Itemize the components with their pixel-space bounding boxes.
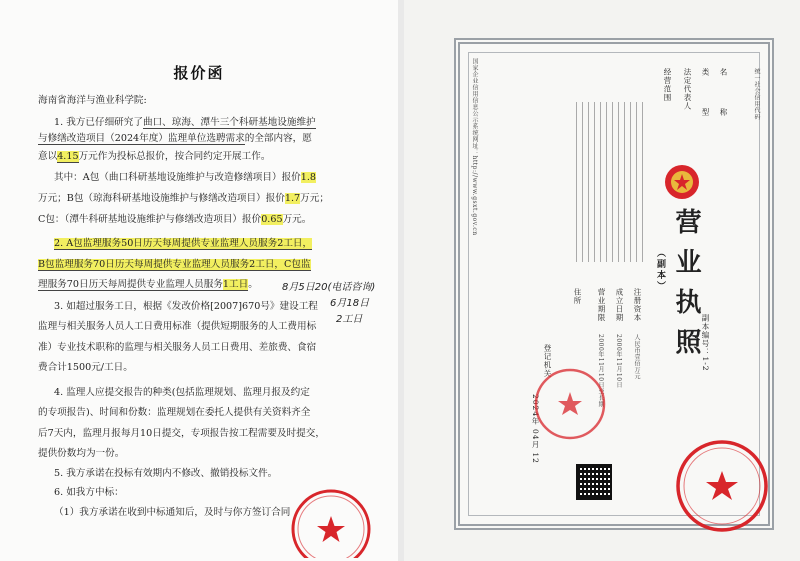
registration-seal-icon bbox=[530, 364, 610, 444]
para-1-line-4: 其中：A包（曲口科研基地设施维护与改造修缮项目）报价1.8 bbox=[54, 172, 317, 183]
field-label-name-2: 称 bbox=[719, 108, 728, 117]
para-4-line-2: 的专项报告)、时间和份数：监理规划在委托人提供有关资料齐全 bbox=[38, 407, 311, 418]
para-2-line-3: 理服务70日历天每周提供专业监理人员服务1工日。 bbox=[38, 279, 258, 290]
field-label-scope: 经营范围 bbox=[663, 68, 672, 102]
founded-value: 2000年11月10日 bbox=[615, 334, 622, 389]
field-label-legal-rep: 法定代表人 bbox=[683, 68, 692, 111]
para-3-line-3: 准）专业技术职称的监理与相关服务人员工日费用、差旅费、食宿 bbox=[38, 342, 317, 353]
para-3-line-1: 3. 如超过服务工日，根据《发改价格[2007]670号》建设工程 bbox=[54, 301, 318, 312]
para-6-item-1: （1）我方承诺在收到中标通知后，及时与你方签订合同 bbox=[54, 507, 291, 518]
quote-page bbox=[0, 0, 398, 561]
qr-code-icon bbox=[576, 464, 612, 500]
para-1-line-2: 与修缮改造项目（2024年度）监理单位选聘需求的全部内容，愿 bbox=[38, 133, 312, 144]
licence-footer: 国家企业信用信息公示系统网址：http://www.gsxt.gov.cn bbox=[471, 58, 478, 236]
para-4-line-4: 提供份数均为一份。 bbox=[38, 448, 125, 459]
para-6: 6. 如我方中标： bbox=[54, 487, 124, 498]
capital-value: 人民币壹佰万元 bbox=[633, 334, 640, 380]
field-label-capital: 注册资本 bbox=[633, 288, 642, 322]
registration-authority-label: 登记机关 bbox=[543, 344, 552, 378]
recipient: 海南省海洋与渔业科学院: bbox=[38, 95, 147, 106]
para-3-line-2: 监理与相关服务人员人工日费用标准（提供短期服务的人工费用标 bbox=[38, 321, 317, 332]
field-label-term: 营业期限 bbox=[597, 288, 606, 322]
para-2-line-2: B包监理服务70日历天每周提供专业监理人员服务2工日，C包监 bbox=[38, 259, 311, 270]
para-1-line-5: 万元；B包（琼海科研基地设施维护与修缮改造项目）报价1.7万元； bbox=[38, 193, 329, 204]
licence-subtitle: （副本） bbox=[655, 248, 665, 292]
para-4-line-3: 后7天内，监理月报每月10日提交，专项报告按工程需要及时提交， bbox=[38, 428, 325, 439]
handwritten-note-3: 2工日 bbox=[336, 314, 363, 325]
field-label-address: 住所 bbox=[573, 288, 582, 305]
company-seal-icon bbox=[288, 486, 374, 558]
business-scope-text bbox=[576, 102, 646, 262]
para-1-line-3: 意以4.15万元作为投标总报价，按合同约定开展工作。 bbox=[38, 151, 271, 162]
licence-title: 营业执照 bbox=[671, 208, 701, 368]
para-2-line-1: 2. A包监理服务50日历天每周提供专业监理人员服务2工日， bbox=[54, 238, 313, 249]
para-4-line-1: 4. 监理人应提交报告的种类(包括监理规划、监理月报及约定 bbox=[54, 387, 310, 398]
field-label-founded: 成立日期 bbox=[615, 288, 624, 322]
handwritten-note-2: 6月18日 bbox=[330, 298, 370, 309]
licence-page bbox=[404, 0, 800, 561]
field-label-name: 名 bbox=[719, 68, 728, 77]
para-3-line-4: 费合计1500元/工日。 bbox=[38, 362, 133, 373]
para-5: 5. 我方承诺在投标有效期内不修改、撤销投标文件。 bbox=[54, 468, 278, 479]
credit-code-label: 统一社会信用代码 bbox=[753, 68, 760, 120]
para-1-line-6: C包：（潭牛科研基地设施维护与修缮改造项目）报价0.65万元。 bbox=[38, 214, 312, 225]
registration-date: 2024年 04月 12 bbox=[531, 394, 540, 464]
handwritten-note-1: 8月5日20(电话咨询) bbox=[282, 282, 376, 293]
field-label-type-2: 型 bbox=[701, 108, 710, 117]
page-title: 报价函 bbox=[173, 64, 225, 82]
licence-serial: 副本编号：1-2 bbox=[701, 314, 710, 372]
company-seal-icon-right bbox=[672, 436, 772, 536]
term-value: 2000年11月10日至长期 bbox=[597, 334, 604, 408]
national-emblem-icon bbox=[662, 162, 702, 202]
para-1-line-1: 1. 我方已仔细研究了曲口、琼海、潭牛三个科研基地设施维护 bbox=[54, 117, 316, 128]
field-label-type: 类 bbox=[701, 68, 710, 77]
